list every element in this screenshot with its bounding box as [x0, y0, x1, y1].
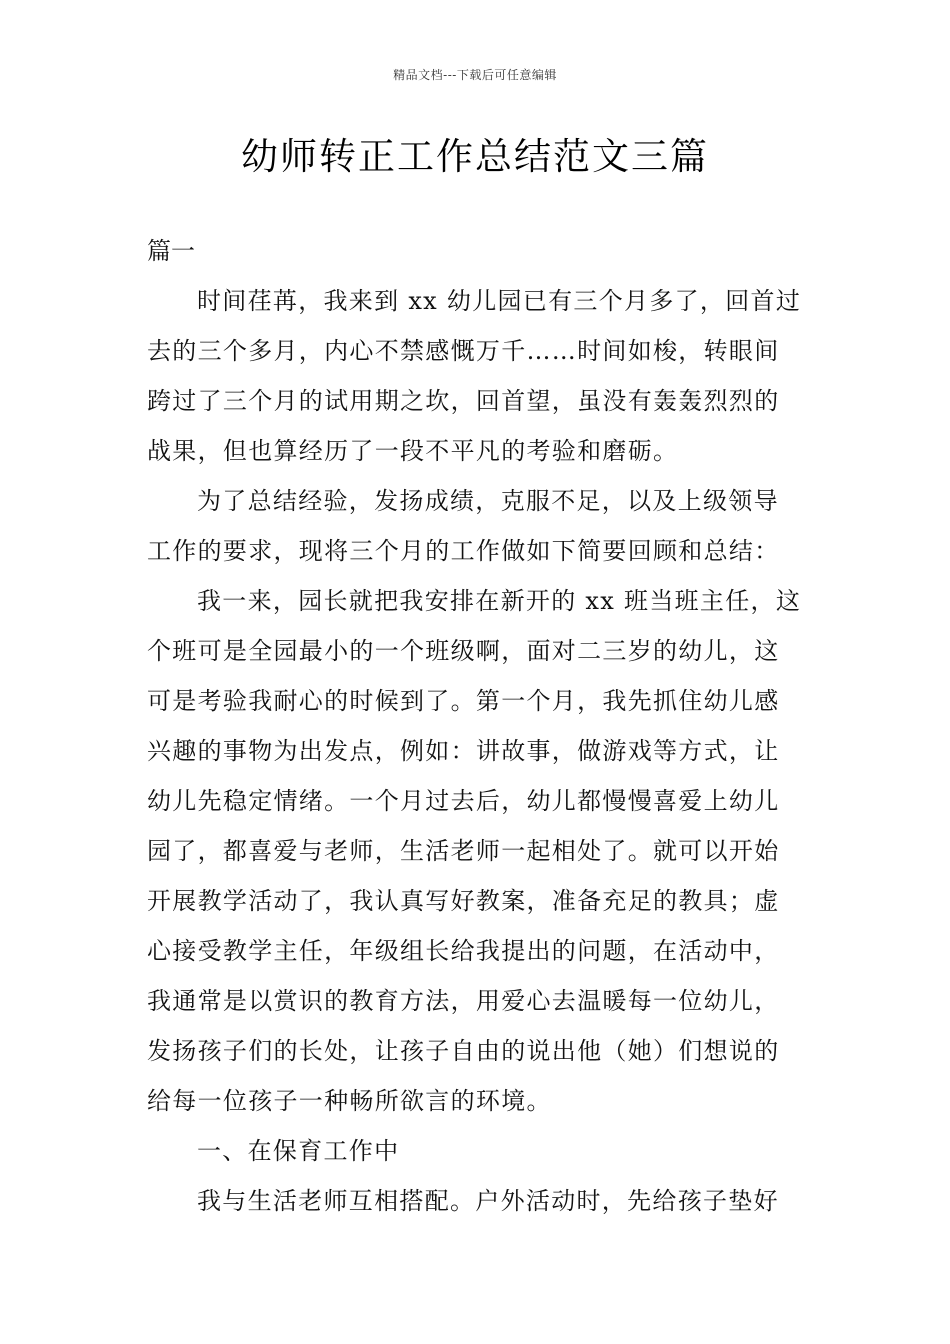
paragraph-line: 园了，都喜爱与老师，生活老师一起相处了。就可以开始: [147, 837, 780, 865]
paragraph-line: 我通常是以赏识的教育方法，用爱心去温暖每一位幼儿，: [147, 987, 780, 1015]
paragraph-line: 我一来，园长就把我安排在新开的 xx 班当班主任，这: [197, 587, 802, 615]
paragraph: [147, 1176, 807, 1226]
paragraph-line: 幼儿先稳定情绪。一个月过去后，幼儿都慢慢喜爱上幼儿: [147, 787, 780, 815]
subheading-text: 一、在保育工作中: [197, 1137, 400, 1165]
paragraph-line: 去的三个多月，内心不禁感慨万千……时间如梭，转眼间: [147, 337, 780, 365]
paragraph-line: 我与生活老师互相搭配。户外活动时，先给孩子垫好: [197, 1187, 779, 1215]
document-body: [147, 226, 807, 1226]
paragraph: [147, 476, 807, 576]
paragraph-line: 工作的要求，现将三个月的工作做如下简要回顾和总结：: [147, 537, 780, 565]
header-note: 精品文档---下载后可任意编辑: [393, 68, 557, 82]
paragraph-line: 跨过了三个月的试用期之坎，回首望，虽没有轰轰烈烈的: [147, 387, 780, 415]
subheading: [147, 1126, 807, 1176]
paragraph: [147, 276, 807, 476]
paragraph-line: 战果，但也算经历了一段不平凡的考验和磨砺。: [147, 437, 679, 465]
section-label: 篇一: [147, 237, 195, 265]
paragraph-line: 时间荏苒，我来到 xx 幼儿园已有三个月多了，回首过: [197, 287, 802, 315]
paragraph-line: 个班可是全园最小的一个班级啊，面对二三岁的幼儿，这: [147, 637, 780, 665]
paragraph-line: 为了总结经验，发扬成绩，克服不足，以及上级领导: [197, 487, 779, 515]
paragraph-line: 兴趣的事物为出发点，例如：讲故事，做游戏等方式，让: [147, 737, 780, 765]
paragraph-line: 给每一位孩子一种畅所欲言的环境。: [147, 1087, 552, 1115]
paragraph-line: 发扬孩子们的长处，让孩子自由的说出他（她）们想说的: [147, 1037, 780, 1065]
paragraph-line: 开展教学活动了，我认真写好教案，准备充足的教具；虚: [147, 887, 780, 915]
paragraph-line: 可是考验我耐心的时候到了。第一个月，我先抓住幼儿感: [147, 687, 780, 715]
paragraph-line: 心接受教学主任，年级组长给我提出的问题，在活动中，: [147, 937, 780, 965]
document-title: 幼师转正工作总结范文三篇: [241, 135, 709, 178]
paragraph: [147, 576, 807, 1126]
